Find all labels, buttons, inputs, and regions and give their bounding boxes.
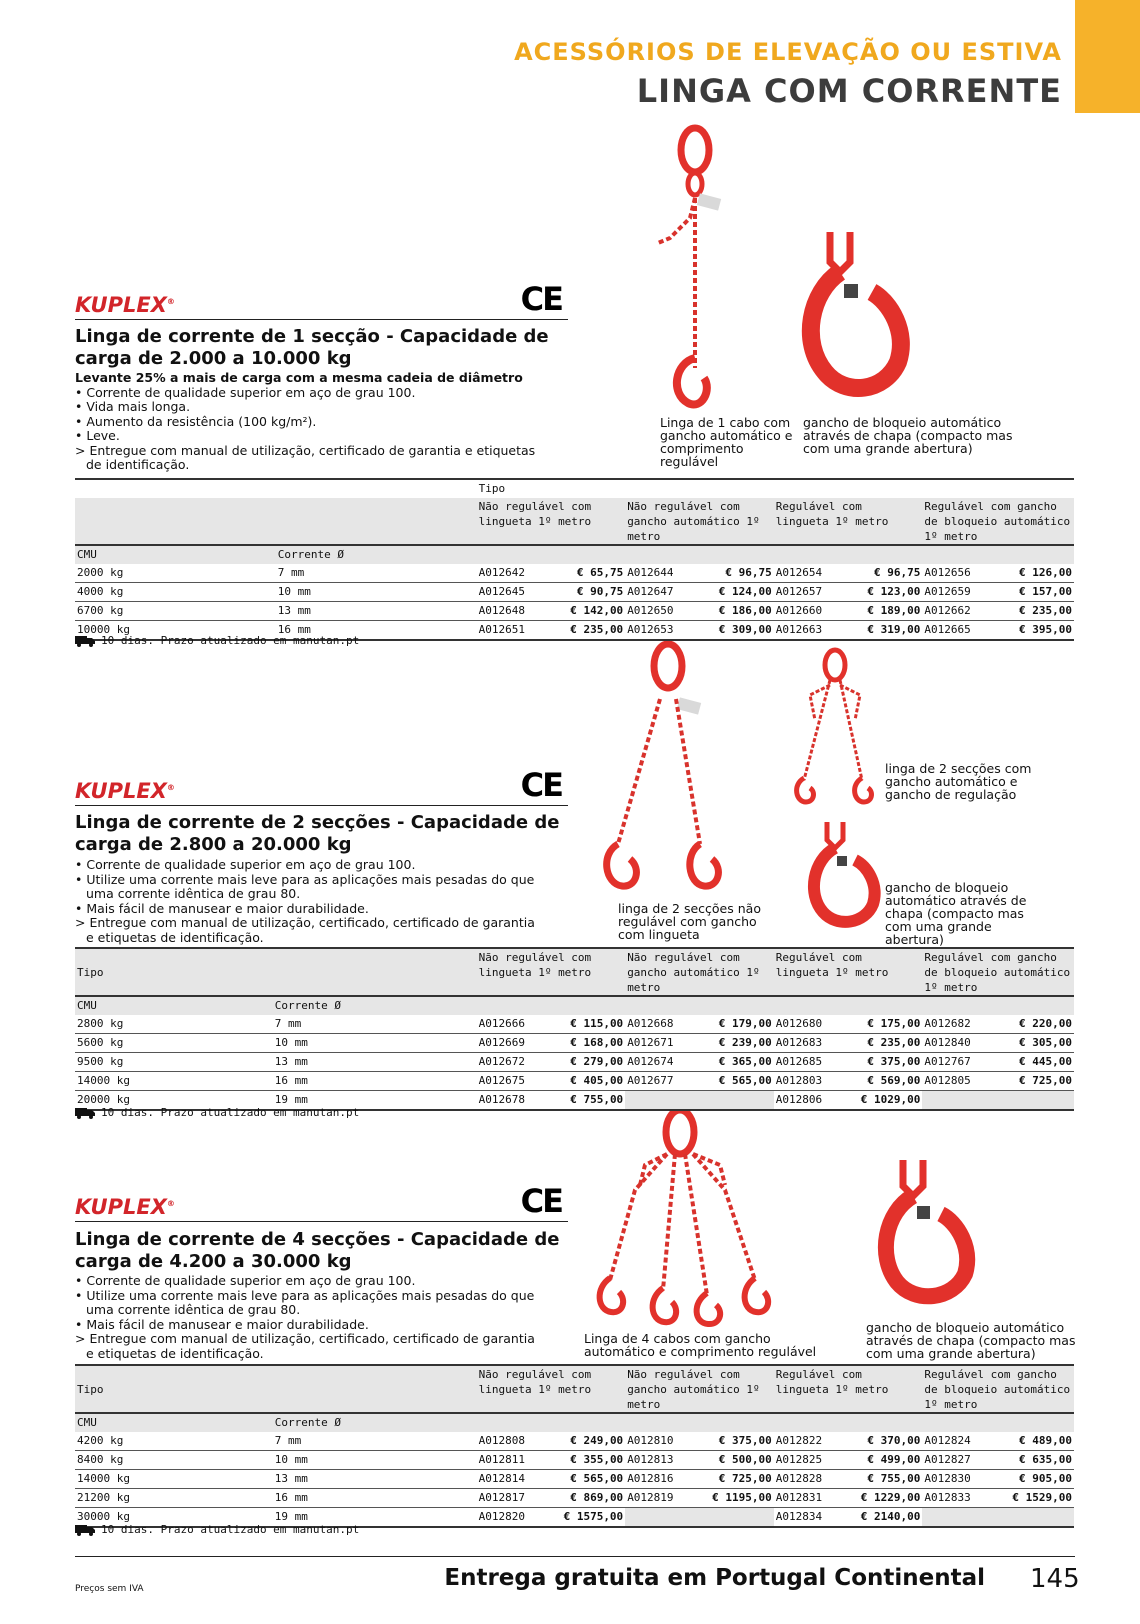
page-title: LINGA COM CORRENTE	[636, 72, 1062, 110]
price-cell: € 725,00	[997, 1072, 1074, 1091]
ref-cell: A012803	[774, 1072, 848, 1091]
ref-cell: A012840	[922, 1034, 996, 1053]
ref-cell: A012811	[477, 1451, 551, 1470]
brand-row	[75, 1182, 568, 1222]
column-header: Regulável com lingueta 1º metro	[774, 498, 923, 545]
image-caption: linga de 2 secções com gancho automático e gancho de regulação	[885, 761, 1032, 802]
feature-item: • Mais fácil de manusear e maior durabilidade.	[75, 900, 369, 916]
ref-cell: A012825	[774, 1451, 848, 1470]
price-cell: € 569,00	[848, 1072, 922, 1091]
price-cell: € 1195,00	[699, 1489, 773, 1508]
price-cell: € 2140,00	[848, 1508, 922, 1528]
truck-icon	[75, 636, 95, 647]
price-cell: € 375,00	[699, 1432, 773, 1451]
image-caption: linga de 2 secções não regulável com gancho com lingueta	[618, 901, 761, 942]
price-cell: € 319,00	[848, 621, 922, 641]
corrente-cell: 10 mm	[273, 1034, 477, 1053]
corrente-cell: 16 mm	[273, 1489, 477, 1508]
price-cell: € 725,00	[699, 1470, 773, 1489]
feature-list	[75, 371, 545, 473]
feature-item: • Utilize uma corrente mais leve para as aplicações mais pesadas do que uma corrente idêntica de grau 80.	[75, 1287, 535, 1317]
cmu-cell: 14000 kg	[75, 1072, 273, 1091]
price-cell: € 65,75	[551, 564, 625, 583]
feature-item: > Entregue com manual de utilização, certificado de garantia e etiquetas de identificação.	[75, 442, 536, 472]
price-cell: € 126,00	[997, 564, 1074, 583]
table-row	[75, 1432, 1074, 1451]
feature-item: > Entregue com manual de utilização, certificado, certificado de garantia e etiquetas de identificação.	[75, 915, 535, 945]
price-cell: € 124,00	[699, 583, 773, 602]
price-cell: € 355,00	[551, 1451, 625, 1470]
price-table-3	[75, 1364, 1074, 1528]
ref-cell: A012767	[922, 1053, 996, 1072]
ref-cell: A012820	[477, 1508, 551, 1528]
column-header: Regulável com lingueta 1º metro	[774, 1365, 923, 1413]
ref-cell: A012647	[625, 583, 699, 602]
cmu-cell: 6700 kg	[75, 602, 276, 621]
column-header: Não regulável com lingueta 1º metro	[477, 1365, 626, 1413]
corrente-cell: 7 mm	[276, 564, 477, 583]
feature-item: • Aumento da resistência (100 kg/m²).	[75, 413, 317, 429]
cmu-cell: 21200 kg	[75, 1489, 273, 1508]
self-locking-hook-image-2	[805, 822, 880, 932]
cmu-cell: 10000 kg	[75, 621, 276, 641]
table-row	[75, 1489, 1074, 1508]
price-cell: € 1029,00	[848, 1091, 922, 1111]
price-cell: € 635,00	[997, 1451, 1074, 1470]
image-caption: gancho de bloqueio automático através de chapa (compacto mas com uma grande abertura)	[866, 1320, 1076, 1361]
feature-list	[75, 1274, 545, 1361]
tipo-label: Tipo	[75, 948, 477, 996]
ref-cell: A012808	[477, 1432, 551, 1451]
cmu-cell: 4000 kg	[75, 583, 276, 602]
ref-cell: A012822	[774, 1432, 848, 1451]
corrente-cell: 16 mm	[276, 621, 477, 641]
column-header: Regulável com lingueta 1º metro	[774, 948, 923, 996]
price-cell: € 235,00	[848, 1034, 922, 1053]
feature-item: • Corrente de qualidade superior em aço de grau 100.	[75, 857, 416, 872]
brand-row	[75, 766, 568, 806]
table-row	[75, 602, 1074, 621]
price-cell: € 175,00	[848, 1015, 922, 1034]
price-cell: € 565,00	[699, 1072, 773, 1091]
ref-cell: A012644	[625, 564, 699, 583]
price-cell: € 96,75	[848, 564, 922, 583]
price-cell: € 375,00	[848, 1053, 922, 1072]
price-cell: € 395,00	[997, 621, 1074, 641]
ref-cell: A012806	[774, 1091, 848, 1111]
table-row	[75, 564, 1074, 583]
price-cell: € 1575,00	[551, 1508, 625, 1528]
delivery-info	[75, 634, 359, 647]
price-cell: € 239,00	[699, 1034, 773, 1053]
table-row	[75, 1053, 1074, 1072]
corrente-cell: 13 mm	[273, 1053, 477, 1072]
four-leg-chain-image	[585, 1110, 785, 1325]
price-cell: € 1529,00	[997, 1489, 1074, 1508]
ref-cell: A012682	[922, 1015, 996, 1034]
cmu-label: CMU	[75, 1413, 273, 1432]
kuplex-logo: KUPLEX®	[75, 293, 175, 317]
ref-cell: A012648	[477, 602, 551, 621]
ref-cell: A012645	[477, 583, 551, 602]
ref-cell: A012674	[625, 1053, 699, 1072]
ref-cell: A012657	[774, 583, 848, 602]
two-leg-chain-image	[600, 644, 740, 894]
image-caption: Linga de 4 cabos com gancho automático e comprimento regulável	[584, 1331, 817, 1359]
column-header: Regulável com gancho de bloqueio automático 1º metro	[922, 948, 1074, 996]
corrente-cell: 16 mm	[273, 1072, 477, 1091]
cmu-label: CMU	[75, 545, 276, 564]
price-cell: € 499,00	[848, 1451, 922, 1470]
price-cell: € 905,00	[997, 1470, 1074, 1489]
ref-cell: A012672	[477, 1053, 551, 1072]
footer-slogan: Entrega gratuita em Portugal Continental	[444, 1565, 985, 1591]
delivery-info	[75, 1523, 359, 1536]
kuplex-logo: KUPLEX®	[75, 779, 175, 803]
cmu-cell: 20000 kg	[75, 1091, 273, 1111]
ref-cell: A012659	[922, 583, 996, 602]
column-header: Não regulável com lingueta 1º metro	[477, 948, 626, 996]
ref-cell: A012683	[774, 1034, 848, 1053]
price-table-1	[75, 478, 1074, 641]
image-caption: Linga de 1 cabo com gancho automático e comprimento regulável	[660, 415, 793, 469]
ref-cell: A012650	[625, 602, 699, 621]
column-header: Regulável com gancho de bloqueio automático 1º metro	[922, 498, 1074, 545]
ref-cell: A012685	[774, 1053, 848, 1072]
ref-cell: A012680	[774, 1015, 848, 1034]
corrente-cell: 10 mm	[276, 583, 477, 602]
delivery-text: 10 dias. Prazo atualizado em manutan.pt	[101, 1106, 360, 1119]
cmu-cell: 2000 kg	[75, 564, 276, 583]
price-cell: € 500,00	[699, 1451, 773, 1470]
ref-cell: A012642	[477, 564, 551, 583]
feature-item: • Leve.	[75, 428, 120, 443]
price-cell: € 1229,00	[848, 1489, 922, 1508]
ce-mark: CE	[520, 766, 562, 804]
price-cell: € 179,00	[699, 1015, 773, 1034]
two-leg-adjustable-chain-image	[790, 650, 880, 805]
corrente-cell: 19 mm	[273, 1091, 477, 1111]
category-heading: ACESSÓRIOS DE ELEVAÇÃO OU ESTIVA	[514, 38, 1062, 66]
product-title: Linga de corrente de 1 secção - Capacidade de carga de 2.000 a 10.000 kg	[75, 326, 549, 369]
ref-cell: A012827	[922, 1451, 996, 1470]
tipo-label: Tipo	[75, 1365, 477, 1413]
ref-cell: A012660	[774, 602, 848, 621]
price-cell: € 489,00	[997, 1432, 1074, 1451]
ref-cell: A012805	[922, 1072, 996, 1091]
ref-cell: A012669	[477, 1034, 551, 1053]
table-row	[75, 1451, 1074, 1470]
feature-item: > Entregue com manual de utilização, certificado, certificado de garantia e etiquetas de identificação.	[75, 1331, 535, 1361]
price-cell: € 305,00	[997, 1034, 1074, 1053]
cmu-cell: 30000 kg	[75, 1508, 273, 1528]
feature-item: • Utilize uma corrente mais leve para as aplicações mais pesadas do que uma corrente idêntica de grau 80.	[75, 871, 535, 901]
price-cell: € 365,00	[699, 1053, 773, 1072]
ref-cell: A012666	[477, 1015, 551, 1034]
price-cell: € 123,00	[848, 583, 922, 602]
price-table-2	[75, 947, 1074, 1111]
price-cell: € 235,00	[551, 621, 625, 641]
price-cell: € 869,00	[551, 1489, 625, 1508]
cmu-cell: 9500 kg	[75, 1053, 273, 1072]
ref-cell: A012813	[625, 1451, 699, 1470]
ref-cell: A012665	[922, 621, 996, 641]
ref-cell: A012824	[922, 1432, 996, 1451]
price-cell: € 755,00	[848, 1470, 922, 1489]
ce-mark: CE	[520, 280, 562, 318]
page-number: 145	[1030, 1564, 1080, 1594]
ce-mark: CE	[520, 1182, 562, 1220]
table-row	[75, 1470, 1074, 1489]
column-header: Não regulável com gancho automático 1º metro	[625, 498, 774, 545]
ref-cell: A012677	[625, 1072, 699, 1091]
price-cell: € 755,00	[551, 1091, 625, 1111]
truck-icon	[75, 1525, 95, 1536]
price-cell: € 309,00	[699, 621, 773, 641]
cmu-cell: 5600 kg	[75, 1034, 273, 1053]
table-row	[75, 1072, 1074, 1091]
image-caption: gancho de bloqueio automático através de chapa (compacto mas com uma grande abertura)	[803, 415, 1013, 456]
cmu-cell: 8400 kg	[75, 1451, 273, 1470]
product-title: Linga de corrente de 4 secções - Capacidade de carga de 4.200 a 30.000 kg	[75, 1229, 560, 1272]
single-leg-chain-image	[640, 128, 750, 408]
self-locking-hook-image-3	[875, 1160, 975, 1310]
corrente-cell: 7 mm	[273, 1015, 477, 1034]
ref-cell: A012651	[477, 621, 551, 641]
price-cell: € 405,00	[551, 1072, 625, 1091]
product-title: Linga de corrente de 2 secções - Capacidade de carga de 2.800 a 20.000 kg	[75, 812, 560, 855]
footer-note: Preços sem IVA	[75, 1584, 144, 1594]
price-cell: € 565,00	[551, 1470, 625, 1489]
feature-item: • Corrente de qualidade superior em aço de grau 100.	[75, 384, 416, 400]
ref-cell: A012810	[625, 1432, 699, 1451]
cmu-label: CMU	[75, 996, 273, 1015]
delivery-text: 10 dias. Prazo atualizado em manutan.pt	[101, 634, 360, 647]
price-cell: € 115,00	[551, 1015, 625, 1034]
ref-cell: A012834	[774, 1508, 848, 1528]
price-cell: € 186,00	[699, 602, 773, 621]
ref-cell: A012817	[477, 1489, 551, 1508]
corrente-label: Corrente Ø	[273, 1413, 477, 1432]
price-cell: € 157,00	[997, 583, 1074, 602]
corrente-cell: 10 mm	[273, 1451, 477, 1470]
price-cell: € 142,00	[551, 602, 625, 621]
feature-item: • Corrente de qualidade superior em aço de grau 100.	[75, 1273, 416, 1288]
feature-lead: Levante 25% a mais de carga com a mesma cadeia de diâmetro	[75, 370, 523, 385]
delivery-info	[75, 1106, 359, 1119]
image-caption: gancho de bloqueio automático através de chapa (compacto mas com uma grande abertura)	[885, 880, 1027, 947]
ref-cell: A012819	[625, 1489, 699, 1508]
ref-cell: A012675	[477, 1072, 551, 1091]
price-cell: € 168,00	[551, 1034, 625, 1053]
cmu-cell: 14000 kg	[75, 1470, 273, 1489]
corrente-label: Corrente Ø	[273, 996, 477, 1015]
column-header: Não regulável com gancho automático 1º metro	[625, 1365, 774, 1413]
ref-cell: A012816	[625, 1470, 699, 1489]
ref-cell: A012833	[922, 1489, 996, 1508]
ref-cell: A012653	[625, 621, 699, 641]
brand-row	[75, 280, 568, 320]
corrente-cell: 7 mm	[273, 1432, 477, 1451]
price-cell: € 235,00	[997, 602, 1074, 621]
feature-list	[75, 858, 545, 945]
price-cell: € 445,00	[997, 1053, 1074, 1072]
table-row	[75, 583, 1074, 602]
ref-cell: A012671	[625, 1034, 699, 1053]
corrente-cell: 13 mm	[276, 602, 477, 621]
ref-cell: A012814	[477, 1470, 551, 1489]
column-header: Regulável com gancho de bloqueio automático 1º metro	[922, 1365, 1074, 1413]
corrente-label: Corrente Ø	[276, 545, 477, 564]
price-cell: € 220,00	[997, 1015, 1074, 1034]
cmu-cell: 2800 kg	[75, 1015, 273, 1034]
column-header: Não regulável com lingueta 1º metro	[477, 498, 626, 545]
corrente-cell: 13 mm	[273, 1470, 477, 1489]
ref-cell: A012678	[477, 1091, 551, 1111]
column-header: Não regulável com gancho automático 1º metro	[625, 948, 774, 996]
footer-divider	[75, 1556, 1075, 1557]
ref-cell: A012662	[922, 602, 996, 621]
ref-cell: A012654	[774, 564, 848, 583]
ref-cell: A012830	[922, 1470, 996, 1489]
price-cell: € 249,00	[551, 1432, 625, 1451]
delivery-text: 10 dias. Prazo atualizado em manutan.pt	[101, 1523, 360, 1536]
ref-cell: A012656	[922, 564, 996, 583]
price-cell: € 279,00	[551, 1053, 625, 1072]
cmu-cell: 4200 kg	[75, 1432, 273, 1451]
ref-cell: A012663	[774, 621, 848, 641]
tipo-label: Tipo	[477, 479, 1074, 498]
ref-cell: A012668	[625, 1015, 699, 1034]
corrente-cell: 19 mm	[273, 1508, 477, 1528]
self-locking-hook-image-1	[800, 232, 910, 402]
ref-cell: A012831	[774, 1489, 848, 1508]
feature-item: • Vida mais longa.	[75, 399, 191, 414]
price-cell: € 370,00	[848, 1432, 922, 1451]
orange-corner-tab	[1075, 0, 1140, 113]
price-cell: € 90,75	[551, 583, 625, 602]
feature-item: • Mais fácil de manusear e maior durabilidade.	[75, 1316, 369, 1332]
table-row	[75, 1034, 1074, 1053]
price-cell: € 189,00	[848, 602, 922, 621]
kuplex-logo: KUPLEX®	[75, 1195, 175, 1219]
table-row	[75, 1015, 1074, 1034]
price-cell: € 96,75	[699, 564, 773, 583]
truck-icon	[75, 1108, 95, 1119]
ref-cell: A012828	[774, 1470, 848, 1489]
